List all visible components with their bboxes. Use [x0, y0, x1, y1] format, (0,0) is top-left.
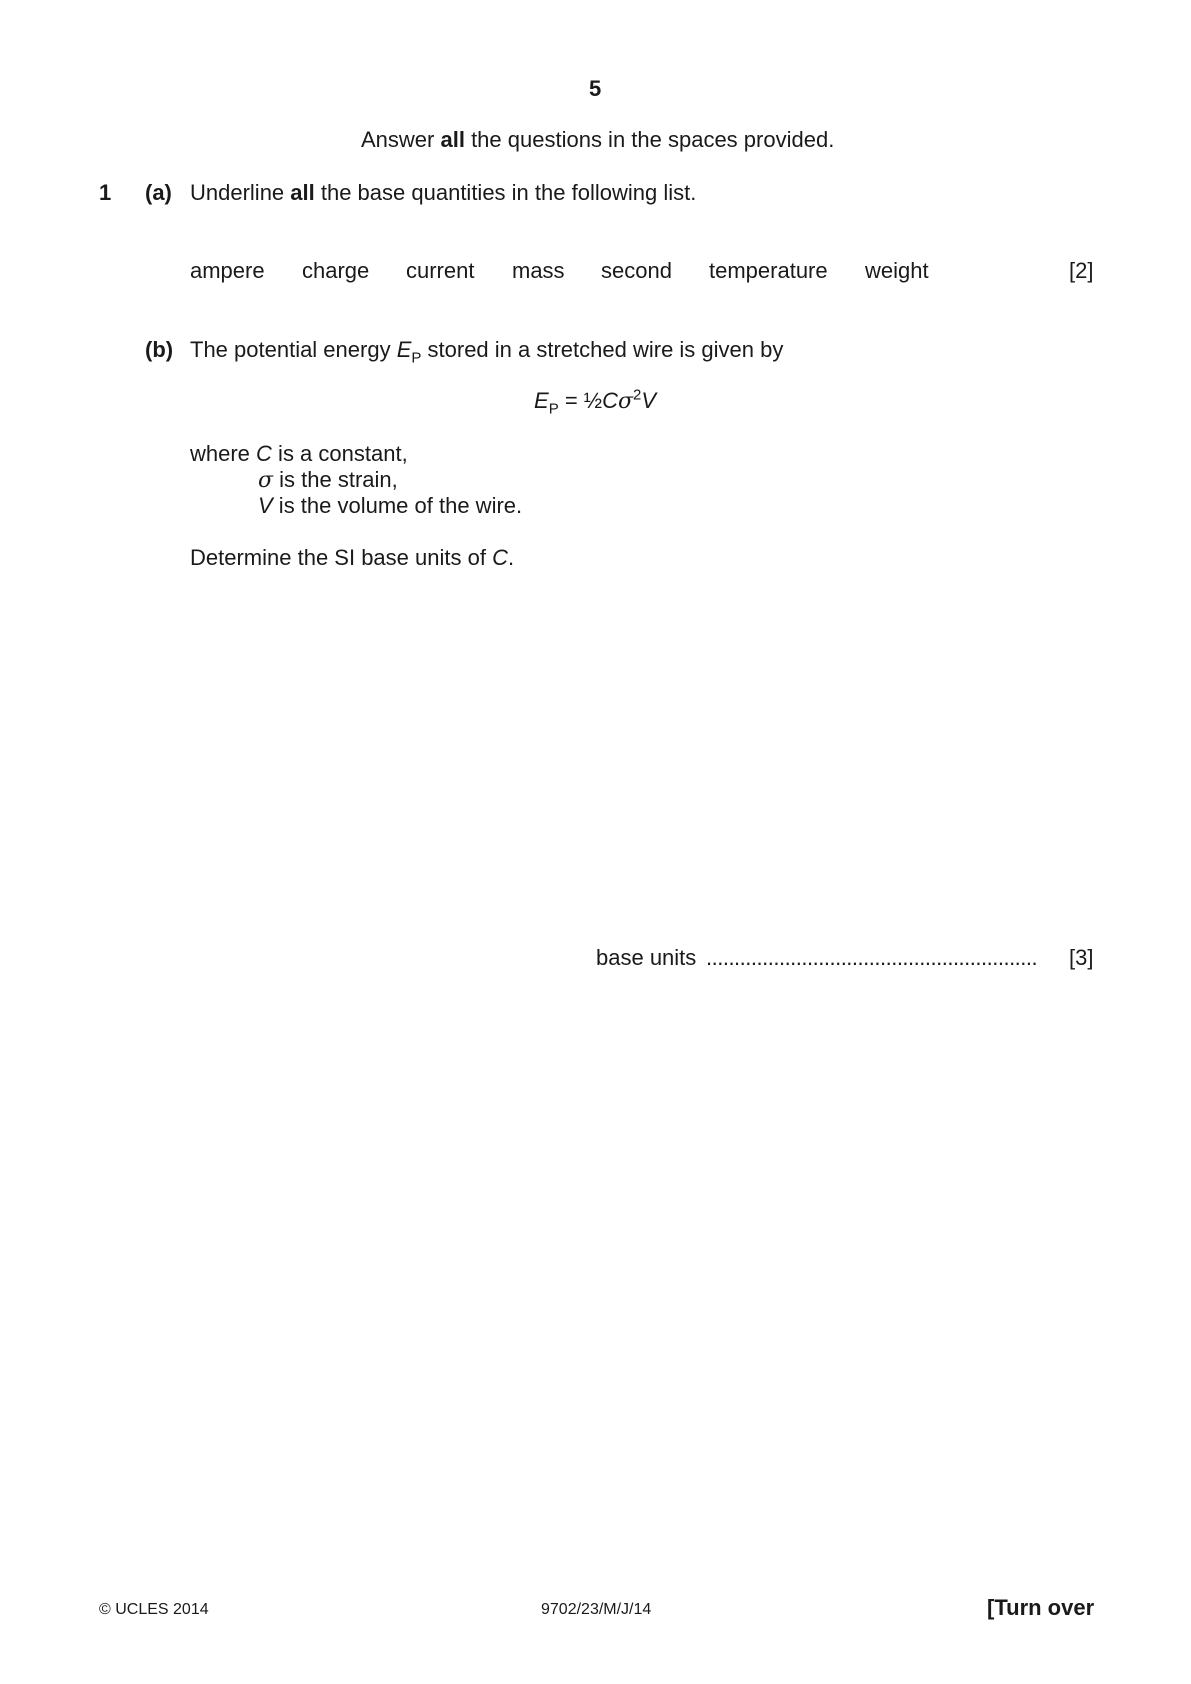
where-sigma-text: is the strain, — [273, 467, 398, 492]
determine-symbol: C — [492, 545, 508, 570]
quantity-word[interactable]: second — [601, 258, 672, 283]
answer-label: base units — [596, 945, 697, 970]
where-line-3 — [258, 493, 522, 519]
quantity-word[interactable]: mass — [512, 258, 565, 283]
where-text: where — [190, 441, 257, 466]
equation-v: V — [641, 388, 657, 413]
answer-line[interactable]: ........................................................... — [706, 945, 1038, 970]
where-sigma-symbol: σ — [258, 468, 274, 493]
determine-line — [190, 545, 514, 571]
part-b-intro-rest: stored in a stretched wire is given by — [421, 337, 784, 362]
part-b-marks: [3] — [1069, 945, 1094, 970]
where-v-text: is the volume of the wire. — [272, 493, 523, 518]
question-number: 1 — [99, 180, 112, 205]
footer-copyright: © UCLES 2014 — [99, 1601, 209, 1618]
instruction-emphasis: all — [440, 127, 465, 152]
determine-period: . — [507, 545, 515, 570]
quantity-word[interactable]: temperature — [709, 258, 828, 283]
part-b-intro-text: The potential energy — [190, 337, 397, 362]
where-c-text: is a constant, — [271, 441, 408, 466]
part-a-question — [190, 180, 696, 206]
equation-sigma: σ — [618, 389, 634, 414]
energy-subscript: P — [411, 349, 422, 367]
where-line-1 — [190, 441, 408, 467]
page-number: 5 — [589, 76, 602, 101]
part-b-intro — [190, 337, 784, 367]
footer-code: 9702/23/M/J/14 — [541, 1601, 652, 1618]
instruction-text-rest: the questions in the spaces provided. — [464, 127, 835, 152]
energy-symbol: E — [396, 337, 412, 362]
quantity-word[interactable]: weight — [865, 258, 929, 283]
equation-lhs: E — [534, 388, 549, 413]
part-a-text: Underline — [190, 180, 291, 205]
quantity-word[interactable]: ampere — [190, 258, 265, 283]
where-c-symbol: C — [256, 441, 272, 466]
equation-c: C — [602, 388, 619, 413]
quantity-word[interactable]: current — [406, 258, 475, 283]
quantity-word[interactable]: charge — [302, 258, 370, 283]
where-v-symbol: V — [258, 493, 273, 518]
determine-text: Determine the SI base units of — [190, 545, 493, 570]
working-space[interactable] — [190, 590, 1090, 910]
energy-equation — [534, 386, 657, 418]
part-b-label: (b) — [145, 337, 174, 362]
part-a-emphasis: all — [290, 180, 315, 205]
equation-power: 2 — [633, 386, 642, 404]
instruction-text: Answer — [361, 127, 441, 152]
equation-lhs-sub: P — [548, 400, 559, 418]
turn-over: [Turn over — [987, 1595, 1095, 1620]
equation-equals-half: = ½ — [558, 388, 603, 413]
part-a-marks: [2] — [1069, 258, 1094, 283]
instruction-line — [361, 127, 834, 153]
part-a-label: (a) — [145, 180, 172, 205]
where-line-2 — [258, 467, 398, 494]
part-a-text-rest: the base quantities in the following list. — [314, 180, 697, 205]
